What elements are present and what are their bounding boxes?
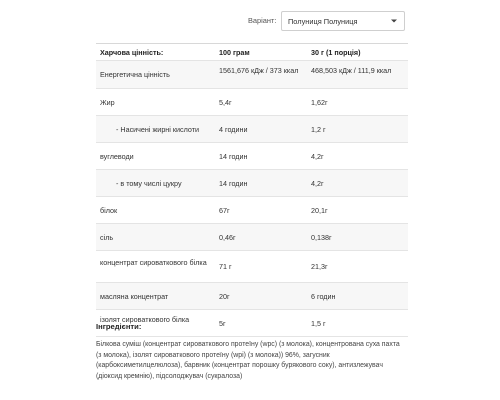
table-row [96,142,408,169]
nutrient-name: концентрат сироваткового білка [100,258,207,267]
nutrient-per-serving: 4,2г [311,152,324,161]
nutrient-name: - Насичені жирні кислоти [116,125,200,134]
header-per-serving: 30 г (1 порція) [311,48,361,57]
header-per-100g: 100 грам [219,48,250,57]
variant-label: Варіант: [248,16,277,25]
nutrient-per-serving: 468,503 кДж / 111,9 ккал [311,66,392,75]
nutrient-per-100g: 0,46г [219,233,236,242]
nutrient-name: ізолят сироваткового білка [100,315,190,324]
table-row [96,88,408,115]
table-row [96,309,408,336]
nutrient-per-serving: 6 годин [311,292,336,301]
table-row [96,250,408,282]
nutrient-per-100g: 5,4г [219,98,232,107]
nutrient-name: сіль [100,233,114,242]
table-bottom-border [96,336,408,337]
nutrient-per-100g: 4 години [219,125,248,134]
table-row [96,60,408,88]
nutrient-per-100g: 1561,676 кДж / 373 ккал [219,66,299,75]
table-row [96,223,408,250]
ingredients-title: Інгредієнти: [96,322,142,331]
nutrient-name: Енергетична цінність [100,70,170,79]
nutrient-per-100g: 14 годин [219,152,248,161]
table-row [96,196,408,223]
nutrient-name: вуглеводи [100,152,134,161]
nutrient-per-serving: 1,62г [311,98,328,107]
table-row [96,282,408,309]
table-row [96,169,408,196]
nutrient-per-serving: 1,5 г [311,319,326,328]
nutrient-per-serving: 20,1г [311,206,328,215]
nutrition-table [96,43,408,337]
nutrient-per-100g: 5г [219,319,226,328]
table-row [96,115,408,142]
nutrient-per-serving: 4,2г [311,179,324,188]
nutrient-name: масляна концентрат [100,292,169,301]
nutrient-per-100g: 71 г [219,262,232,271]
nutrient-per-100g: 14 годин [219,179,248,188]
nutrient-per-100g: 67г [219,206,230,215]
variant-row [0,11,500,31]
caret-down-icon [390,17,398,25]
nutrient-per-serving: 1,2 г [311,125,326,134]
variant-select[interactable] [281,11,405,31]
nutrient-per-100g: 20г [219,292,230,301]
ingredients-text: Білкова суміш (концентрат сироваткового протеїну (wpc) (з молока), концентрована суха пахта (з молока), ізолят сироваткового протеїну (wpi) (з молока)) 96%, загусник (карбоксиметилцелюлоза), барвник (концентрат порошку бурякового соку), антизлежувач (діоксид кремнію), підсолоджувач (сукралоза) [96,341,400,380]
nutrition-header-row [96,43,408,60]
variant-selected-value: Полуниця Полуниця [288,17,358,26]
nutrient-per-serving: 0,138г [311,233,332,242]
nutrient-name: білок [100,206,118,215]
nutrient-name: - в тому числі цукру [116,179,182,188]
nutrient-name: Жир [100,98,115,107]
nutrient-per-serving: 21,3г [311,262,328,271]
header-nutrition-value: Харчова цінність: [100,48,164,57]
